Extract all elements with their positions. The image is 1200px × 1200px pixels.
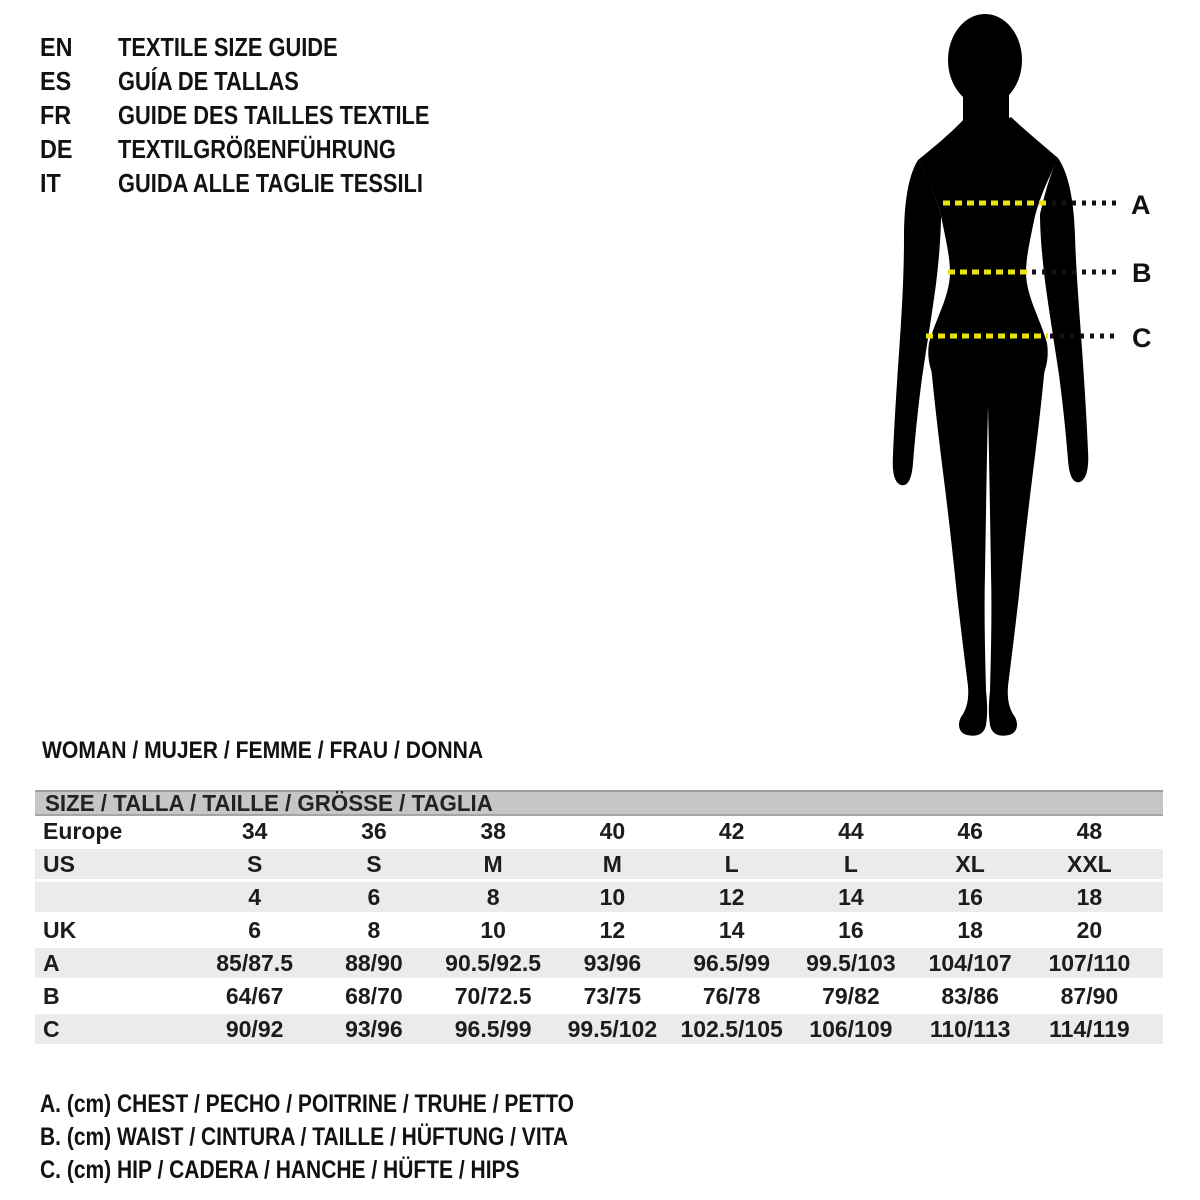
woman-silhouette-icon xyxy=(893,14,1088,736)
table-row-hip xyxy=(35,1014,1163,1047)
size-cell: 16 xyxy=(957,884,983,910)
size-cell: 107/110 xyxy=(1048,950,1131,976)
row-label: C xyxy=(43,1016,60,1042)
size-cell: L xyxy=(843,851,858,877)
size-cell: 14 xyxy=(718,917,745,943)
marker-c-label: C xyxy=(1132,323,1152,353)
language-title: TEXTILE SIZE GUIDE xyxy=(118,31,338,62)
size-cell: 64/67 xyxy=(225,983,284,1009)
size-cell: 87/90 xyxy=(1060,983,1119,1009)
size-cell: 90/92 xyxy=(225,1016,284,1042)
size-cell: 99.5/102 xyxy=(567,1016,658,1042)
language-code: DE xyxy=(40,133,73,164)
size-cell: 76/78 xyxy=(702,983,761,1009)
table-row-us-numeric xyxy=(35,882,1163,915)
size-cell: 110/113 xyxy=(929,1016,1011,1042)
row-label: A xyxy=(43,950,60,976)
row-label: US xyxy=(43,851,75,877)
size-cell: M xyxy=(602,851,622,877)
size-cell: 18 xyxy=(957,917,983,943)
row-label: UK xyxy=(43,917,77,943)
marker-b-label: B xyxy=(1132,258,1152,288)
size-cell: 85/87.5 xyxy=(216,950,293,976)
size-cell: 12 xyxy=(718,884,745,910)
legend-hip: C. (cm) HIP / CADERA / HANCHE / HÜFTE / HIPS xyxy=(40,1156,520,1184)
size-cell: 106/109 xyxy=(809,1016,893,1042)
row-label: B xyxy=(43,983,60,1009)
size-cell: 44 xyxy=(838,818,864,844)
size-cell: M xyxy=(483,851,503,877)
size-table xyxy=(35,790,1163,1047)
row-label xyxy=(35,882,195,912)
size-cell: 8 xyxy=(486,884,500,910)
table-row-waist xyxy=(35,981,1163,1014)
language-title: TEXTILGRÖßENFÜHRUNG xyxy=(118,133,396,164)
legend-chest: A. (cm) CHEST / PECHO / POITRINE / TRUHE / PETTO xyxy=(40,1090,575,1118)
size-cell: 88/90 xyxy=(345,950,403,976)
silhouette-right-leg xyxy=(988,343,1047,736)
language-title: GUÍA DE TALLAS xyxy=(118,65,299,96)
size-cell: 8 xyxy=(367,917,381,943)
size-cell: 73/75 xyxy=(583,983,642,1009)
size-cell: 36 xyxy=(361,818,387,844)
size-cell: S xyxy=(366,851,382,877)
size-cell: 40 xyxy=(599,818,626,844)
size-cell: 14 xyxy=(838,884,864,910)
language-code: FR xyxy=(40,99,72,130)
language-title: GUIDE DES TAILLES TEXTILE xyxy=(118,99,430,130)
table-row-chest xyxy=(35,948,1163,981)
size-cell: 99.5/103 xyxy=(806,950,896,976)
language-code: ES xyxy=(40,65,72,96)
size-cell: 20 xyxy=(1076,917,1103,943)
size-cell: 34 xyxy=(241,818,268,844)
size-cell: S xyxy=(246,851,263,877)
silhouette-right-arm xyxy=(1040,158,1088,482)
size-cell: 96.5/99 xyxy=(454,1016,532,1042)
size-cell: 68/70 xyxy=(345,983,403,1009)
size-cell: 93/96 xyxy=(583,950,642,976)
size-cell: 16 xyxy=(838,917,864,943)
size-cell: 10 xyxy=(480,917,506,943)
silhouette-left-leg xyxy=(929,343,988,736)
size-cell: 79/82 xyxy=(822,983,880,1009)
legend-waist: B. (cm) WAIST / CINTURA / TAILLE / HÜFTUNG / VITA xyxy=(40,1123,569,1151)
size-cell: 90.5/92.5 xyxy=(445,950,542,976)
size-cell: 12 xyxy=(599,917,626,943)
section-title: WOMAN / MUJER / FEMME / FRAU / DONNA xyxy=(42,737,484,764)
row-label: Europe xyxy=(43,818,123,844)
size-cell: 83/86 xyxy=(941,983,999,1009)
size-cell: 46 xyxy=(957,818,983,844)
size-cell: 104/107 xyxy=(928,950,1012,976)
size-cell: 102.5/105 xyxy=(680,1016,783,1042)
size-cell: 6 xyxy=(367,884,381,910)
size-cell: 42 xyxy=(718,818,745,844)
size-cell: L xyxy=(724,851,739,877)
table-row-uk xyxy=(35,915,1163,948)
size-table-header-label: SIZE / TALLA / TAILLE / GRÖSSE / TAGLIA xyxy=(45,789,493,816)
size-cell: 114/119 xyxy=(1049,1016,1130,1042)
silhouette-left-arm xyxy=(893,160,941,485)
table-row-europe xyxy=(35,816,1163,849)
language-title: GUIDA ALLE TAGLIE TESSILI xyxy=(118,167,423,198)
size-cell: XL xyxy=(955,851,985,877)
size-cell: 93/96 xyxy=(345,1016,403,1042)
size-cell: 38 xyxy=(480,818,506,844)
size-table-header xyxy=(35,790,1163,816)
size-cell: 48 xyxy=(1076,818,1103,844)
language-code: EN xyxy=(40,31,73,62)
size-cell: 6 xyxy=(248,917,262,943)
marker-a-label: A xyxy=(1131,190,1151,220)
measurement-legend xyxy=(40,1088,676,1187)
size-cell: 18 xyxy=(1076,884,1103,910)
size-cell: 4 xyxy=(248,884,262,910)
size-cell: 96.5/99 xyxy=(693,950,770,976)
size-cell: 10 xyxy=(599,884,626,910)
table-row-us xyxy=(35,849,1163,882)
size-cell: 70/72.5 xyxy=(454,983,532,1009)
language-code: IT xyxy=(40,167,61,198)
size-cell: XXL xyxy=(1067,851,1112,877)
